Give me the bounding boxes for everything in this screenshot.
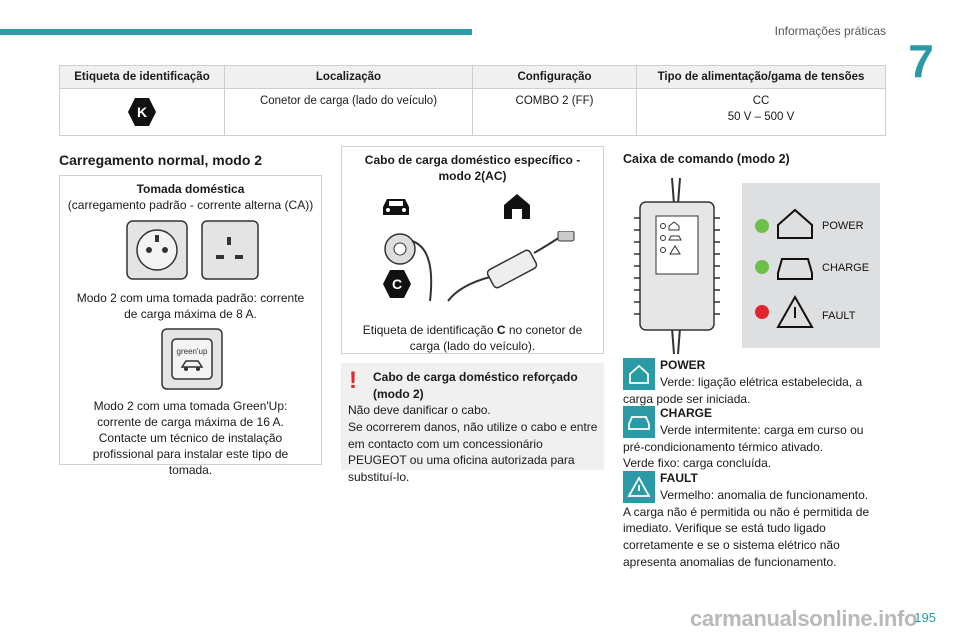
legend-power-text: Verde: ligação elétrica estabelecida, a carga pode ser iniciada. (623, 374, 863, 406)
table-header-row (60, 66, 886, 89)
legend-fault-text: Vermelho: anomalia de funcionamento. (660, 487, 869, 502)
power-house-icon (778, 210, 812, 238)
supply-cell (637, 89, 886, 136)
legend-charge-text: Verde intermitente: carga em curso ou pré-condicionamento térmico ativado. (623, 422, 864, 454)
socket-title: Tomada doméstica (136, 182, 245, 196)
legend-fault-title: FAULT (660, 471, 698, 485)
legend-charge (623, 405, 885, 472)
legend-fault (623, 470, 885, 571)
warning-line-1: Não deve danificar o cabo. (348, 403, 491, 417)
legend-power-title: POWER (660, 358, 706, 372)
caption-post: no conetor de carga (lado do veículo). (409, 323, 583, 354)
label-c-badge-icon (382, 269, 412, 299)
installer-contact-text: Contacte um técnico de instalação profissional para instalar este tipo de tomada. (92, 431, 289, 478)
power-house-badge-icon (623, 358, 655, 390)
socket-subtitle: (carregamento padrão - corrente alterna (CA)) (67, 198, 314, 212)
section-title: Informações práticas (774, 24, 886, 38)
legend-charge-title: CHARGE (660, 406, 713, 420)
table-header: Etiqueta de identificação (60, 66, 225, 89)
fault-warning-badge-icon (623, 471, 655, 503)
warning-line-2: Se ocorrerem danos, não utilize o cabo e entre em contacto com um concessionário PEUGEOT ou uma oficina autorizada para substituí-lo. (348, 419, 598, 485)
caption-pre: Etiqueta de identificação (362, 323, 497, 337)
table-header: Localização (225, 66, 473, 89)
watermark: carmanualsonline.info (690, 606, 918, 631)
chapter-number: 7 (908, 35, 934, 87)
power-light (755, 219, 769, 233)
car-icon (380, 195, 412, 219)
legend-charge-text-2: Verde fixo: carga concluída. (623, 456, 772, 471)
header-accent-bar (0, 29, 472, 35)
configuration-cell: COMBO 2 (FF) (473, 89, 637, 136)
warning-exclamation-icon: ! (349, 367, 357, 394)
control-box-heading: Caixa de comando (modo 2) (623, 152, 790, 166)
warning-panel (341, 363, 604, 485)
uk-socket-icon (200, 219, 260, 281)
fault-light (755, 305, 769, 319)
identification-table (59, 65, 886, 136)
voltage-range: 50 V – 500 V (727, 110, 795, 123)
table-header: Tipo de alimentação/gama de tensões (637, 66, 886, 89)
mode-greenup-text: Modo 2 com uma tomada Green'Up: corrente de carga máxima de 16 A. (93, 399, 288, 430)
charging-cable-panel (341, 146, 604, 354)
power-light-label: POWER (822, 220, 864, 232)
badge-cell (60, 89, 225, 136)
mode-standard-text: Modo 2 com uma tomada padrão: corrente de carga máxima de 8 A. (76, 291, 305, 322)
label-k-badge-icon (127, 97, 157, 127)
charge-car-badge-icon (623, 406, 655, 438)
page-number: 195 (914, 610, 936, 625)
charge-light (755, 260, 769, 274)
supply-type: CC (752, 95, 770, 107)
cable-title: Cabo de carga doméstico específico - modo 2(AC) (364, 153, 581, 184)
cable-caption (342, 322, 603, 354)
domestic-socket-panel (59, 175, 322, 478)
greenup-label: green'up (176, 347, 208, 356)
legend-fault-text-2: A carga não é permitida ou não é permitida de imediato. Verifique se está tudo ligado corretamente e se o sistema elétrico não apresenta anomalias de funcionamento. (623, 504, 870, 569)
badge-k-letter: K (136, 104, 148, 120)
location-cell: Conetor de carga (lado do veículo) (225, 89, 473, 136)
legend-power (623, 357, 885, 407)
control-box-illustration (634, 178, 720, 354)
house-icon (502, 191, 532, 221)
badge-c-letter: C (391, 276, 403, 292)
normal-charging-heading: Carregamento normal, modo 2 (59, 152, 263, 168)
french-socket-icon (125, 219, 189, 281)
caption-bold: C (496, 323, 506, 337)
table-row (60, 89, 886, 136)
charge-car-icon (778, 259, 812, 279)
charge-light-label: CHARGE (822, 262, 870, 274)
fault-light-label: FAULT (822, 310, 856, 322)
warning-title: Cabo de carga doméstico reforçado (modo 2) (373, 370, 578, 401)
indicator-lights-panel (742, 183, 880, 348)
greenup-socket-icon (160, 327, 224, 391)
warning-body (348, 402, 600, 486)
table-header: Configuração (473, 66, 637, 89)
